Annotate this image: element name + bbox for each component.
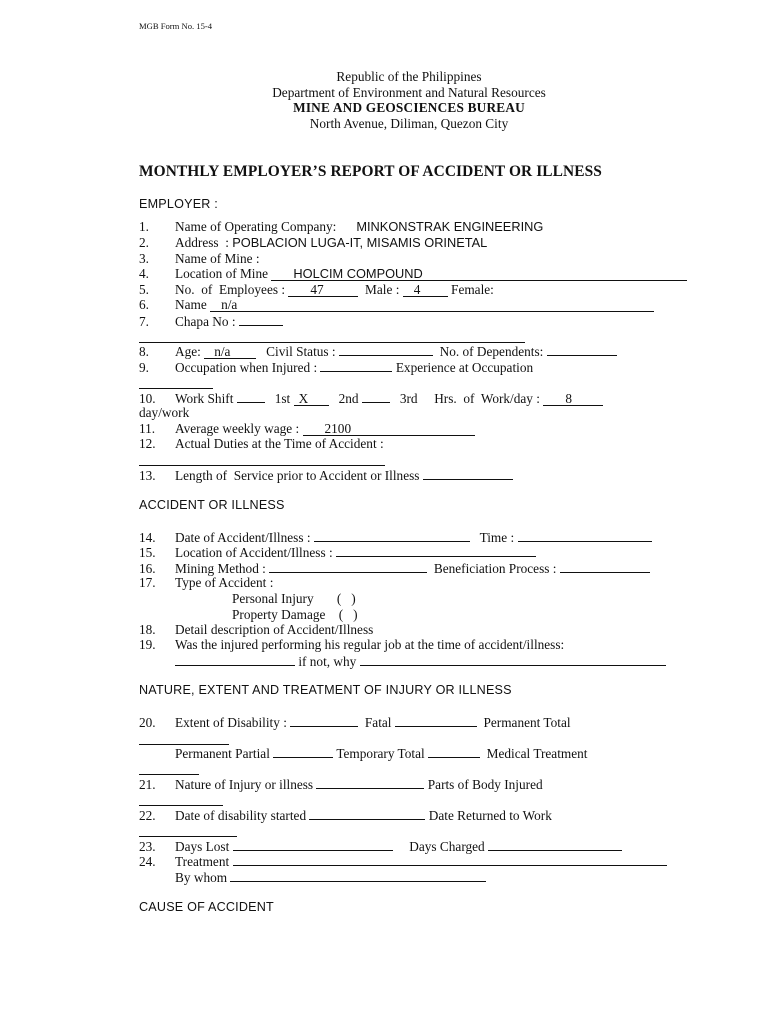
header-republic: Republic of the Philippines [336, 69, 482, 84]
item-12 [139, 436, 384, 452]
personal-injury-option[interactable]: Personal Injury ( ) [232, 591, 356, 606]
operating-company-value[interactable]: MINKONSTRAK ENGINEERING [356, 219, 544, 234]
label: 3rd [399, 391, 418, 406]
hours-per-day-field[interactable]: 8 [543, 392, 603, 406]
label: Temporary Total [336, 746, 425, 761]
chapa-no-field[interactable] [239, 313, 283, 326]
item-20-continued [175, 745, 588, 762]
label: Name of Mine : [175, 251, 260, 266]
item-number: 20. [139, 715, 156, 730]
shift-1st-field[interactable]: X [294, 392, 329, 406]
weekly-wage-field[interactable]: 2100 [303, 422, 475, 436]
label: Was the injured performing his regular job at the time of accident/illness: [175, 637, 565, 652]
extent-of-disability-field[interactable] [290, 714, 358, 727]
item-number: 17. [139, 575, 156, 590]
length-of-service-field[interactable] [423, 467, 513, 480]
label: Nature of Injury or illness [175, 777, 314, 792]
label: Chapa No : [175, 314, 236, 329]
item-10 [139, 390, 603, 407]
treatment-field[interactable] [233, 853, 667, 866]
parts-of-body-field[interactable] [139, 805, 223, 806]
location-of-mine-field[interactable]: HOLCIM COMPOUND [271, 267, 687, 281]
item-number: 10. [139, 391, 156, 406]
experience-field[interactable] [139, 388, 213, 389]
label: Date of Accident/Illness : [175, 530, 311, 545]
item-number: 21. [139, 777, 156, 792]
item-19 [139, 637, 564, 653]
temporary-total-field[interactable] [428, 745, 480, 758]
item-11 [139, 421, 475, 437]
item-15 [139, 544, 536, 561]
fatal-field[interactable] [395, 714, 477, 727]
label: Parts of Body Injured [427, 777, 543, 792]
days-lost-field[interactable] [233, 838, 393, 851]
occupation-field[interactable] [320, 359, 392, 372]
item-9 [139, 359, 533, 376]
label: Male : [365, 282, 400, 297]
item-number: 4. [139, 266, 149, 281]
label: 1st [274, 391, 291, 406]
label: Treatment [175, 854, 230, 869]
label: By whom [175, 870, 228, 885]
date-of-accident-field[interactable] [314, 529, 470, 542]
item-18 [139, 622, 373, 638]
label: Civil Status : [266, 344, 336, 359]
if-not-why-field[interactable] [360, 653, 666, 666]
label: Address : [175, 235, 229, 250]
location-of-accident-field[interactable] [336, 544, 536, 557]
label: Mining Method : [175, 561, 266, 576]
label: Time : [479, 530, 515, 545]
letterhead [0, 69, 768, 131]
label: Average weekly wage : [175, 421, 300, 436]
item-number: 18. [139, 622, 156, 637]
section-accident: ACCIDENT OR ILLNESS [139, 498, 285, 512]
label: Beneficiation Process : [433, 561, 557, 576]
item-number: 12. [139, 436, 156, 451]
label: Days Lost [175, 839, 230, 854]
label: Medical Treatment [486, 746, 588, 761]
time-field[interactable] [518, 529, 652, 542]
label: Name of Operating Company: [175, 219, 337, 234]
item-22 [139, 807, 552, 824]
item-4 [139, 266, 687, 282]
header-department: Department of Environment and Natural Resources [272, 84, 546, 100]
item-21 [139, 776, 543, 793]
header-bureau: MINE AND GEOSCIENCES BUREAU [293, 100, 525, 116]
item-number: 1. [139, 219, 149, 234]
label: Type of Accident : [175, 575, 274, 590]
form-title: MONTHLY EMPLOYER’S REPORT OF ACCIDENT OR ILLNESS [139, 163, 602, 180]
label: Experience at Occupation [395, 360, 534, 375]
item-20 [139, 714, 571, 731]
work-shift-field[interactable] [237, 390, 265, 403]
civil-status-field[interactable] [339, 343, 433, 356]
item-number: 8. [139, 344, 149, 359]
form-number: MGB Form No. 15-4 [139, 21, 213, 31]
label: 2nd [338, 391, 359, 406]
item-17 [139, 575, 273, 591]
label: Permanent Total [483, 715, 571, 730]
medical-treatment-field[interactable] [139, 774, 199, 775]
label: No. of Dependents: [439, 344, 544, 359]
name-field[interactable]: n/a [210, 298, 654, 312]
label: Occupation when Injured : [175, 360, 318, 375]
male-field[interactable]: 4 [403, 283, 448, 297]
actual-duties-field[interactable] [139, 465, 385, 466]
label: Location of Mine [175, 266, 269, 281]
date-returned-field[interactable] [139, 836, 237, 837]
label: No. of Employees : [175, 282, 286, 297]
item-number: 2. [139, 235, 149, 250]
label: Extent of Disability : [175, 715, 287, 730]
item-number: 24. [139, 854, 156, 869]
dependents-field[interactable] [547, 343, 617, 356]
label: Date of disability started [175, 808, 307, 823]
permanent-partial-field[interactable] [273, 745, 333, 758]
item-13 [139, 467, 513, 484]
header-address: North Avenue, Diliman, Quezon City [309, 115, 509, 131]
age-field[interactable]: n/a [204, 345, 256, 359]
label: Permanent Partial [175, 746, 270, 761]
item-number: 3. [139, 251, 149, 266]
label: Work Shift [175, 391, 234, 406]
label: Fatal [364, 715, 392, 730]
item-number: 11. [139, 421, 156, 436]
item-24 [139, 853, 667, 870]
item-number: 6. [139, 297, 149, 312]
item-number: 23. [139, 839, 156, 854]
mining-method-field[interactable] [269, 560, 427, 573]
property-damage-option[interactable]: Property Damage ( ) [232, 607, 358, 622]
label: if not, why [298, 654, 357, 669]
item-number: 14. [139, 530, 156, 545]
item-24-continued [175, 869, 486, 886]
nature-of-injury-field[interactable] [316, 776, 424, 789]
item-8 [139, 343, 617, 360]
item-number: 19. [139, 637, 156, 652]
item-number: 22. [139, 808, 156, 823]
section-cause: CAUSE OF ACCIDENT [139, 900, 274, 914]
item-number: 7. [139, 314, 149, 329]
shift-2nd-field[interactable] [362, 390, 390, 403]
item-number: 16. [139, 561, 156, 576]
section-nature: NATURE, EXTENT AND TREATMENT OF INJURY OR ILLNESS [139, 683, 512, 697]
label: Age: [175, 344, 201, 359]
days-charged-field[interactable] [488, 838, 622, 851]
address-value[interactable]: POBLACION LUGA-IT, MISAMIS ORINETAL [232, 235, 488, 250]
label: Detail description of Accident/Illness [175, 622, 374, 637]
item-1 [139, 219, 543, 235]
item-number: 13. [139, 468, 156, 483]
item-7 [139, 313, 283, 330]
item-number: 9. [139, 360, 149, 375]
label: Location of Accident/Illness : [175, 545, 333, 560]
section-employer: EMPLOYER : [139, 197, 218, 211]
item-3 [139, 251, 260, 267]
label: Length of Service prior to Accident or Illness [175, 468, 420, 483]
label: Actual Duties at the Time of Accident : [175, 436, 384, 451]
label: Days Charged [409, 839, 485, 854]
item-number: 15. [139, 545, 156, 560]
item-2 [139, 235, 487, 251]
by-whom-field[interactable] [230, 869, 486, 882]
beneficiation-process-field[interactable] [560, 560, 650, 573]
item-6 [139, 297, 654, 313]
label: Date Returned to Work [428, 808, 552, 823]
label: Name [175, 297, 207, 312]
label: Hrs. of Work/day : [434, 391, 540, 406]
label: day/work [139, 405, 190, 420]
item-19-continued [175, 653, 666, 670]
disability-started-field[interactable] [309, 807, 425, 820]
item-5 [139, 282, 494, 298]
item-10-continued [139, 405, 189, 421]
item-number: 5. [139, 282, 149, 297]
employees-field[interactable]: 47 [288, 283, 358, 297]
label: Female: [451, 282, 494, 297]
regular-job-field[interactable] [175, 653, 295, 666]
